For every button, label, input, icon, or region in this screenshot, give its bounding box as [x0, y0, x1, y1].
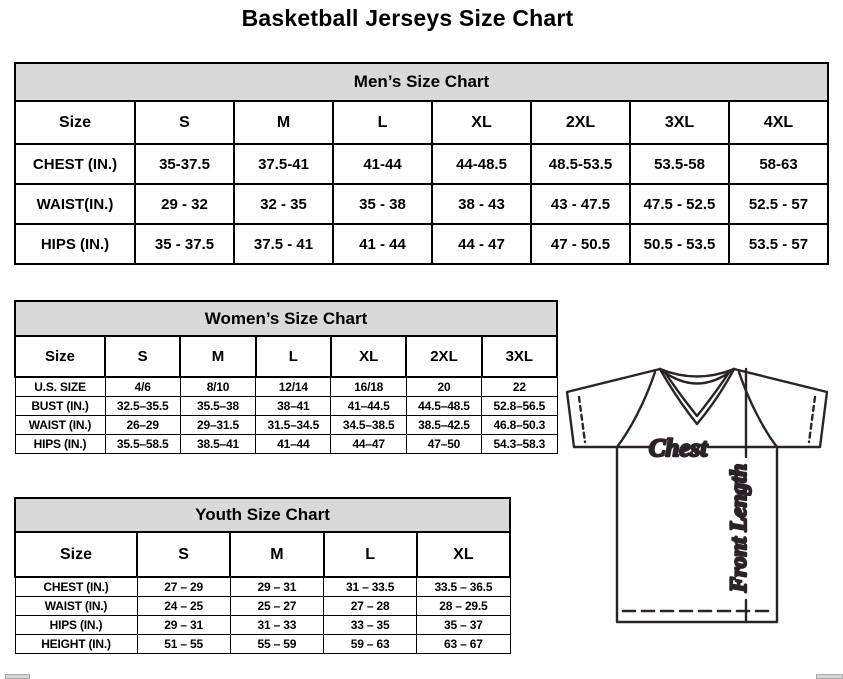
table-cell: 31.5–34.5 — [256, 416, 331, 435]
table-cell: 12/14 — [256, 377, 331, 397]
table-cell: 32.5–35.5 — [105, 397, 180, 416]
column-header: M — [234, 101, 333, 144]
table-row — [15, 597, 510, 616]
table-cell: 50.5 - 53.5 — [630, 224, 729, 264]
table-cell: 53.5 - 57 — [729, 224, 828, 264]
table-cell: 41–44.5 — [331, 397, 406, 416]
mens-size-chart-section — [14, 62, 829, 265]
table-cell: 59 – 63 — [324, 635, 417, 654]
row-label: HIPS (IN.) — [15, 224, 135, 264]
row-label: HIPS (IN.) — [15, 616, 137, 635]
table-cell: 52.8–56.5 — [482, 397, 557, 416]
table-cell: 41–44 — [256, 435, 331, 454]
table-cell: 29–31.5 — [180, 416, 255, 435]
column-header: L — [324, 532, 417, 577]
table-row — [15, 635, 510, 654]
table-cell: 44.5–48.5 — [406, 397, 481, 416]
header-row — [15, 532, 510, 577]
row-label: WAIST(IN.) — [15, 184, 135, 224]
table-cell: 35-37.5 — [135, 144, 234, 184]
youth-chart-title: Youth Size Chart — [14, 497, 511, 533]
table-cell: 32 - 35 — [234, 184, 333, 224]
table-row — [15, 435, 557, 454]
table-cell: 22 — [482, 377, 557, 397]
mens-table — [14, 100, 829, 265]
womens-table-container — [14, 335, 558, 454]
cutoff-fragment-right — [816, 674, 843, 679]
mens-table-container — [14, 100, 829, 265]
column-header: XL — [432, 101, 531, 144]
table-cell: 44-48.5 — [432, 144, 531, 184]
table-row — [15, 577, 510, 597]
table-cell: 51 – 55 — [137, 635, 230, 654]
table-row — [15, 416, 557, 435]
table-cell: 41-44 — [333, 144, 432, 184]
table-row — [15, 224, 828, 264]
column-header: 2XL — [406, 336, 481, 377]
youth-table — [14, 531, 511, 654]
column-header: Size — [15, 336, 105, 377]
header-row — [15, 101, 828, 144]
column-header: 2XL — [531, 101, 630, 144]
row-label: HIPS (IN.) — [15, 435, 105, 454]
table-cell: 53.5-58 — [630, 144, 729, 184]
table-cell: 27 – 29 — [137, 577, 230, 597]
page-title: Basketball Jerseys Size Chart — [241, 5, 574, 31]
table-cell: 43 - 47.5 — [531, 184, 630, 224]
column-header: S — [105, 336, 180, 377]
table-cell: 55 – 59 — [230, 635, 323, 654]
cutoff-fragment-left — [5, 674, 30, 679]
header-row — [15, 336, 557, 377]
table-cell: 44–47 — [331, 435, 406, 454]
row-label: WAIST (IN.) — [15, 597, 137, 616]
table-cell: 28 – 29.5 — [417, 597, 510, 616]
cuff-dash-left — [579, 397, 585, 442]
column-header: 3XL — [630, 101, 729, 144]
table-cell: 25 – 27 — [230, 597, 323, 616]
table-row — [15, 144, 828, 184]
table-cell: 26–29 — [105, 416, 180, 435]
table-cell: 35.5–38 — [180, 397, 255, 416]
table-row — [15, 377, 557, 397]
table-cell: 35 - 38 — [333, 184, 432, 224]
column-header: Size — [15, 532, 137, 577]
row-label: HEIGHT (IN.) — [15, 635, 137, 654]
table-cell: 29 - 32 — [135, 184, 234, 224]
table-cell: 34.5–38.5 — [331, 416, 406, 435]
table-cell: 38.5–41 — [180, 435, 255, 454]
column-header: S — [137, 532, 230, 577]
table-cell: 35 – 37 — [417, 616, 510, 635]
table-cell: 8/10 — [180, 377, 255, 397]
table-cell: 4/6 — [105, 377, 180, 397]
table-cell: 31 – 33.5 — [324, 577, 417, 597]
chest-label: Chest — [648, 435, 708, 462]
table-cell: 41 - 44 — [333, 224, 432, 264]
table-cell: 16/18 — [331, 377, 406, 397]
table-cell: 47.5 - 52.5 — [630, 184, 729, 224]
table-cell: 37.5 - 41 — [234, 224, 333, 264]
table-cell: 46.8–50.3 — [482, 416, 557, 435]
table-cell: 38 - 43 — [432, 184, 531, 224]
womens-size-chart-section — [14, 300, 558, 454]
womens-chart-title: Women’s Size Chart — [14, 300, 558, 337]
table-row — [15, 184, 828, 224]
youth-table-container — [14, 531, 511, 654]
youth-size-chart-section — [14, 497, 511, 654]
row-label: BUST (IN.) — [15, 397, 105, 416]
table-cell: 35 - 37.5 — [135, 224, 234, 264]
table-cell: 37.5-41 — [234, 144, 333, 184]
column-header: Size — [15, 101, 135, 144]
column-header: L — [256, 336, 331, 377]
table-row — [15, 397, 557, 416]
table-cell: 38.5–42.5 — [406, 416, 481, 435]
column-header: 4XL — [729, 101, 828, 144]
womens-table — [14, 335, 558, 454]
jersey-outline — [567, 369, 827, 622]
row-label: U.S. SIZE — [15, 377, 105, 397]
table-cell: 31 – 33 — [230, 616, 323, 635]
table-cell: 44 - 47 — [432, 224, 531, 264]
table-cell: 20 — [406, 377, 481, 397]
table-cell: 54.3–58.3 — [482, 435, 557, 454]
row-label: CHEST (IN.) — [15, 144, 135, 184]
table-cell: 47–50 — [406, 435, 481, 454]
row-label: WAIST (IN.) — [15, 416, 105, 435]
table-cell: 63 – 67 — [417, 635, 510, 654]
column-header: M — [180, 336, 255, 377]
table-cell: 29 – 31 — [137, 616, 230, 635]
column-header: S — [135, 101, 234, 144]
table-cell: 33 – 35 — [324, 616, 417, 635]
table-cell: 27 – 28 — [324, 597, 417, 616]
table-cell: 52.5 - 57 — [729, 184, 828, 224]
cuff-dash-right — [809, 397, 815, 442]
armhole-seam-right — [739, 372, 777, 447]
column-header: 3XL — [482, 336, 557, 377]
jersey-measurement-diagram — [556, 360, 838, 632]
table-cell: 48.5-53.5 — [531, 144, 630, 184]
table-cell: 29 – 31 — [230, 577, 323, 597]
front-length-label: Front Length — [726, 463, 751, 593]
table-cell: 38–41 — [256, 397, 331, 416]
column-header: L — [333, 101, 432, 144]
column-header: M — [230, 532, 323, 577]
table-cell: 33.5 – 36.5 — [417, 577, 510, 597]
column-header: XL — [331, 336, 406, 377]
table-cell: 47 - 50.5 — [531, 224, 630, 264]
row-label: CHEST (IN.) — [15, 577, 137, 597]
table-row — [15, 616, 510, 635]
mens-chart-title: Men’s Size Chart — [14, 62, 829, 102]
table-cell: 35.5–58.5 — [105, 435, 180, 454]
table-cell: 58-63 — [729, 144, 828, 184]
table-cell: 24 – 25 — [137, 597, 230, 616]
column-header: XL — [417, 532, 510, 577]
